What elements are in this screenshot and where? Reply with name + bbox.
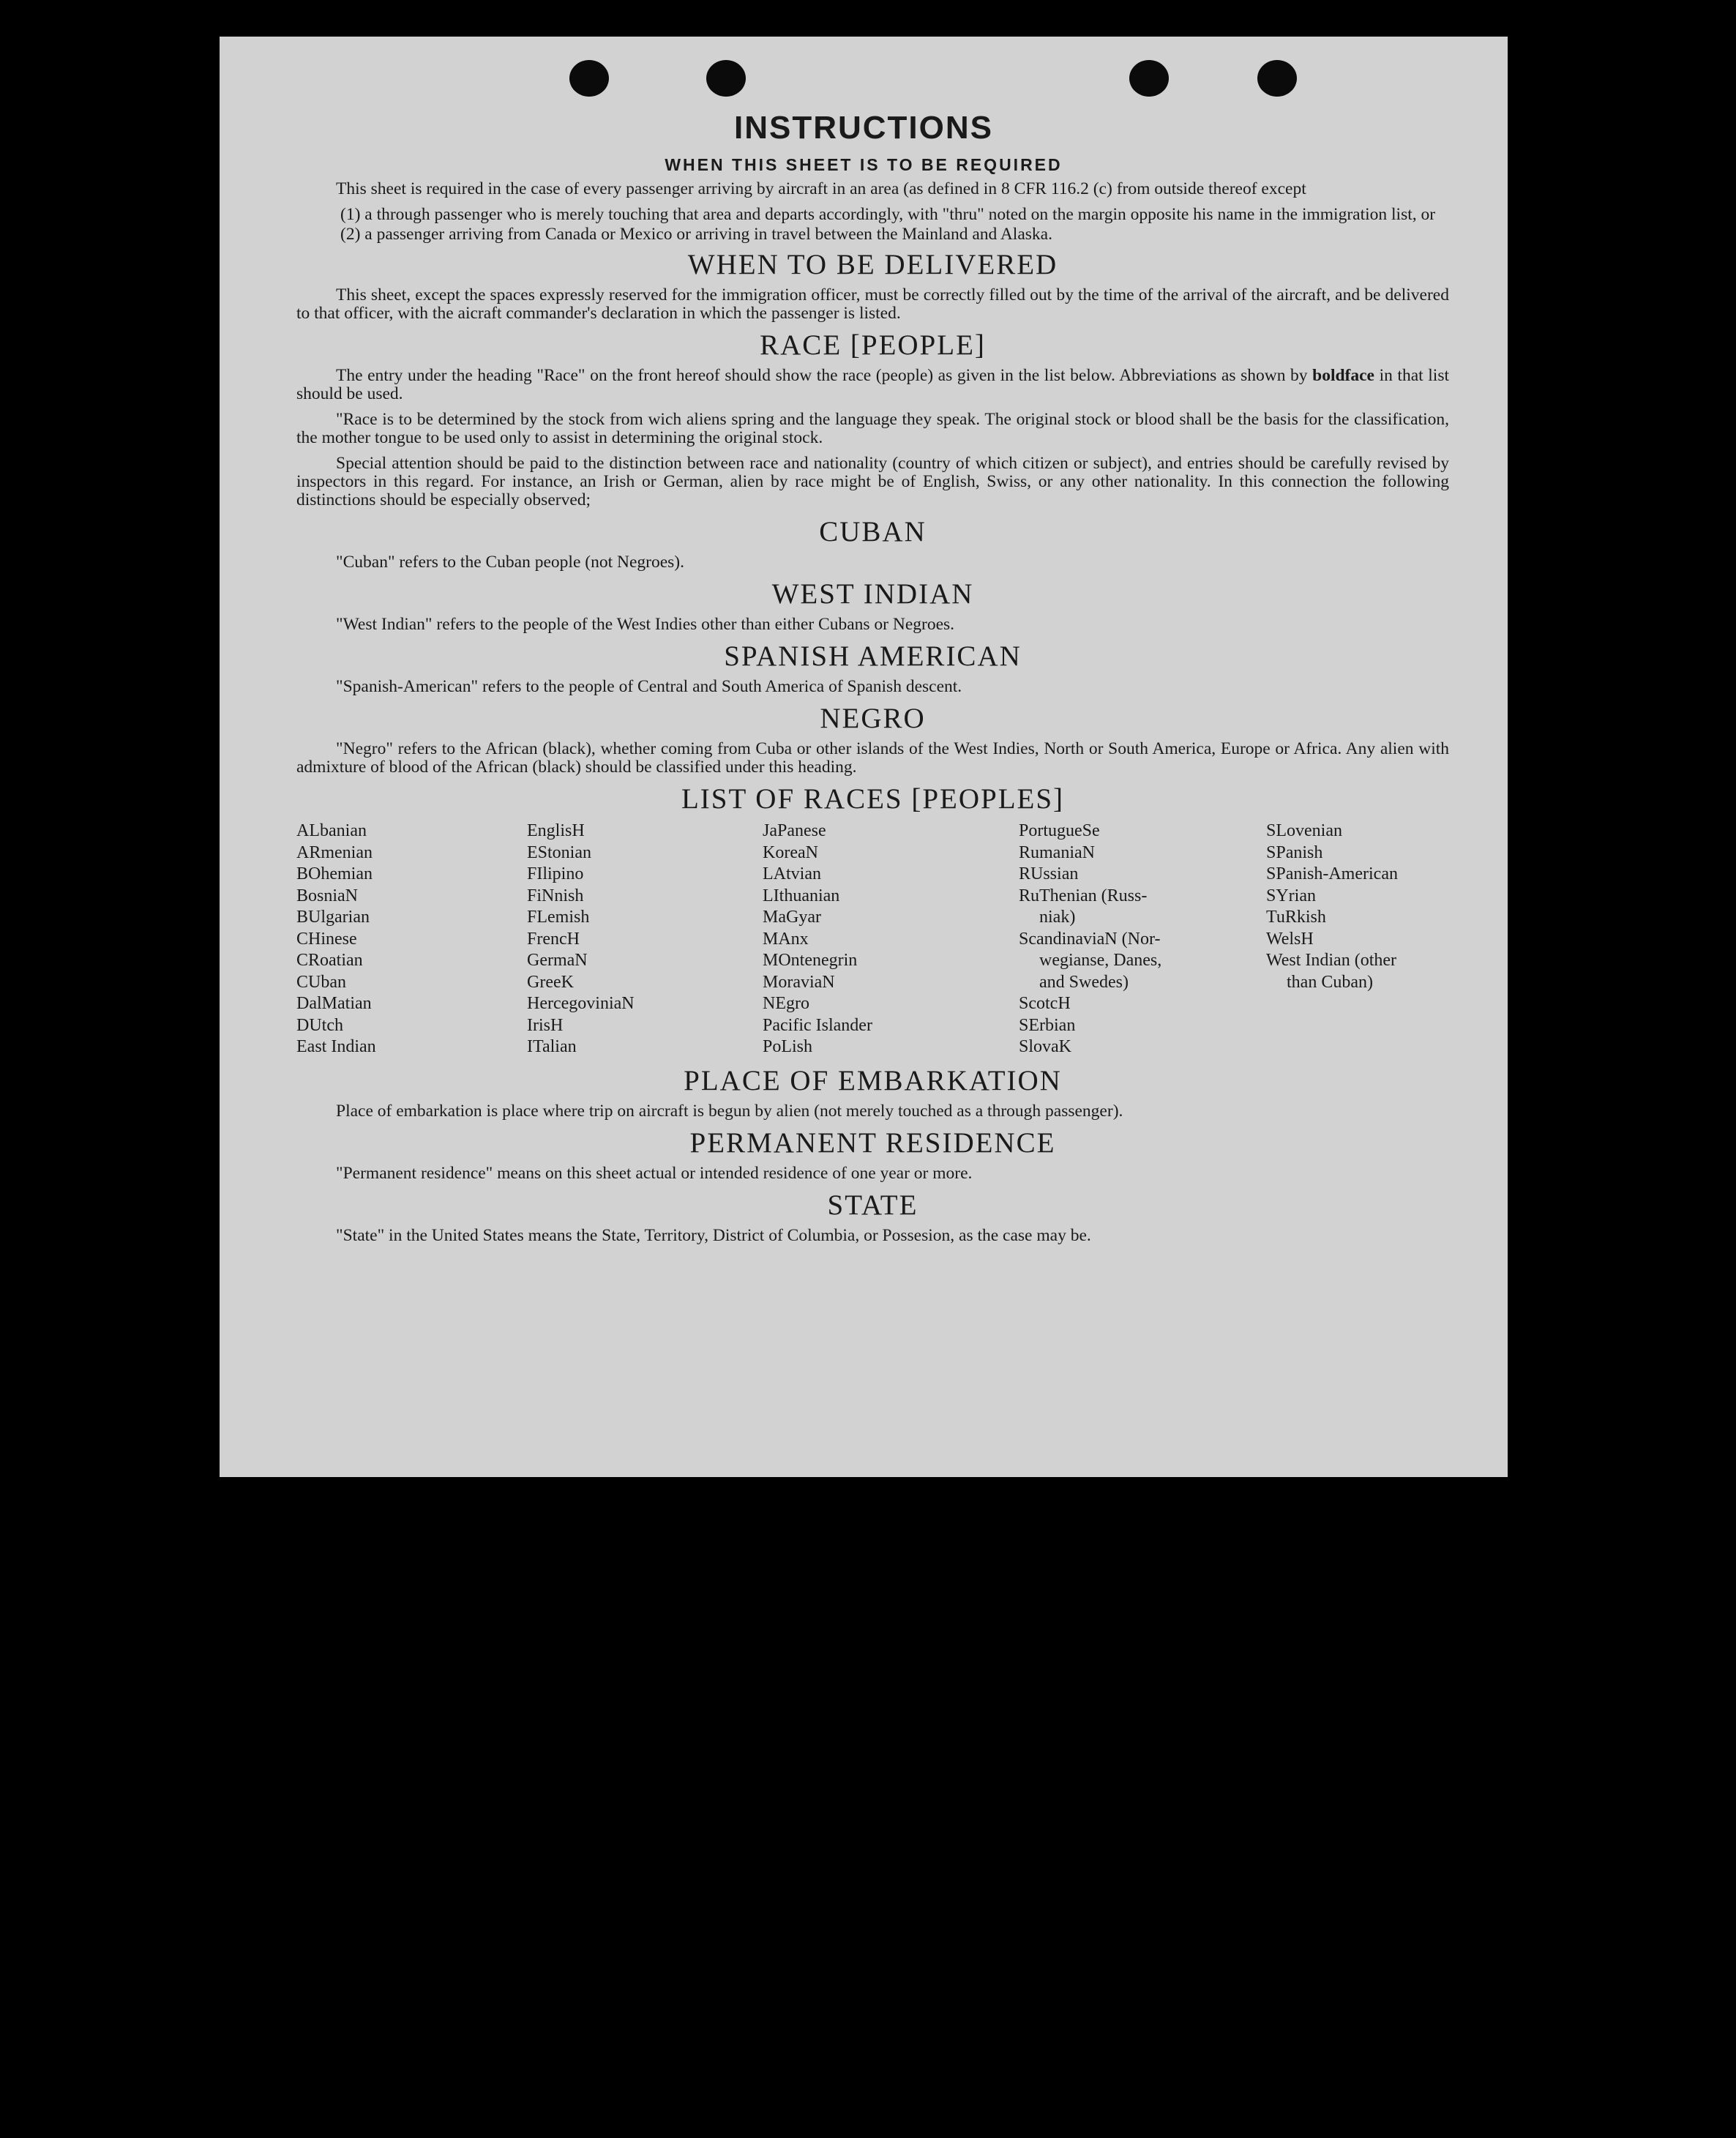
section-text: "Permanent residence" means on this sheet actual or intended residence of one year or more. <box>336 1163 973 1183</box>
page-title: INSTRUCTIONS <box>734 110 993 146</box>
race-item: ScandinaviaN (Nor- <box>1019 929 1161 949</box>
punch-hole <box>1257 60 1297 97</box>
race-item: BOhemian <box>296 864 373 883</box>
race-item: NEgro <box>763 994 809 1013</box>
race-item: GreeK <box>527 972 574 992</box>
race-item: CHinese <box>296 929 357 949</box>
race-item: WelsH <box>1266 929 1314 949</box>
race-item: ALbanian <box>296 821 367 840</box>
race-item: and Swedes) <box>1039 972 1129 992</box>
race-item: SYrian <box>1266 886 1316 905</box>
race-item: EnglisH <box>527 821 585 840</box>
page-subtitle: WHEN THIS SHEET IS TO BE REQUIRED <box>665 155 1063 174</box>
race-item: MOntenegrin <box>763 951 858 970</box>
race-item: MAnx <box>763 929 809 949</box>
race-item: TuRkish <box>1266 908 1326 927</box>
race-item: ITalian <box>527 1037 577 1056</box>
race-item: CRoatian <box>296 951 363 970</box>
section-heading: WEST INDIAN <box>771 578 974 610</box>
races-column <box>763 821 1019 1058</box>
race-item: SLovenian <box>1266 821 1342 840</box>
race-item: SlovaK <box>1019 1037 1071 1056</box>
race-item: ARmenian <box>296 842 373 862</box>
section-heading: STATE <box>827 1189 918 1221</box>
boldface-word: boldface <box>1312 366 1374 385</box>
race-item: West Indian (other <box>1266 951 1397 970</box>
race-item: IrisH <box>527 1015 564 1035</box>
section-text: "Negro" refers to the African (black), whether coming from Cuba or other islands of the West Indies, North or South America, Europe or Africa. Any alien with admixture of blood of the African (black) should be classified under this heading. <box>296 739 1449 777</box>
race-item: ScotcH <box>1019 994 1071 1013</box>
race-item: MaGyar <box>763 908 821 927</box>
section-heading: RACE [PEOPLE] <box>760 329 986 361</box>
race-item: MoraviaN <box>763 972 835 992</box>
race-item: DUtch <box>296 1015 343 1035</box>
race-item: BUlgarian <box>296 908 370 927</box>
race-item: SErbian <box>1019 1015 1076 1035</box>
race-item: CUban <box>296 972 346 992</box>
section-heading: LIST OF RACES [PEOPLES] <box>681 783 1065 815</box>
race-item: LAtvian <box>763 864 821 883</box>
race-item: RumaniaN <box>1019 842 1095 862</box>
section-heading: WHEN TO BE DELIVERED <box>687 249 1058 280</box>
punch-hole <box>1129 60 1169 97</box>
race-item: SPanish <box>1266 842 1323 862</box>
section-heading: NEGRO <box>820 703 926 734</box>
race-item: East Indian <box>296 1037 376 1056</box>
section-heading: CUBAN <box>819 516 927 547</box>
section-text: "Race is to be determined by the stock from wich aliens spring and the language they speak. The original stock or blood shall be the basis for the classification, the mother tongue to be used only to assist in determining the original stock. <box>296 410 1449 447</box>
race-item: EStonian <box>527 842 591 862</box>
punch-hole <box>569 60 609 97</box>
race-item: FiNnish <box>527 886 584 905</box>
section-heading: PLACE OF EMBARKATION <box>684 1064 1062 1096</box>
race-item: FLemish <box>527 908 590 927</box>
race-item: BosniaN <box>296 886 358 905</box>
section-text: This sheet, except the spaces expressly reserved for the immigration officer, must be correctly filled out by the time of the arrival of the aircraft, and be delivered to that officer, with the aicraft commander's declaration in which the passenger is listed. <box>296 285 1449 323</box>
section-text: "Spanish-American" refers to the people of Central and South America of Spanish descent. <box>336 677 962 696</box>
section-text: "State" in the United States means the State, Territory, District of Columbia, or Possesion, as the case may be. <box>336 1225 1091 1245</box>
exception-item: (2) a passenger arriving from Canada or Mexico or arriving in travel between the Mainland and Alaska. <box>340 225 1052 244</box>
race-item: RuThenian (Russ- <box>1019 886 1148 905</box>
race-item: FIlipino <box>527 864 584 883</box>
instruction-sheet <box>220 37 1508 1477</box>
race-item: FrencH <box>527 929 580 949</box>
races-column <box>1266 821 1456 1058</box>
section-text: The entry under the heading "Race" on the front hereof should show the race (people) as given in the list below. Abbreviations as shown by boldface in that list should be used. <box>296 366 1449 403</box>
section-heading: SPANISH AMERICAN <box>724 640 1022 672</box>
race-item: HercegoviniaN <box>527 994 635 1013</box>
races-column <box>296 821 527 1058</box>
race-item: RUssian <box>1019 864 1079 883</box>
race-item: DalMatian <box>296 994 372 1013</box>
section-text: "Cuban" refers to the Cuban people (not Negroes). <box>336 553 684 572</box>
races-list <box>296 821 1449 1058</box>
exception-item: (1) a through passenger who is merely touching that area and departs accordingly, with "thru" noted on the margin opposite his name in the immigration list, or <box>340 205 1436 224</box>
race-item: LIthuanian <box>763 886 840 905</box>
race-item: PortugueSe <box>1019 821 1100 840</box>
race-item: JaPanese <box>763 821 826 840</box>
intro-paragraph: This sheet is required in the case of every passenger arriving by aircraft in an area (as defined in 8 CFR 116.2 (c) from outside thereof except <box>336 179 1306 198</box>
race-item: PoLish <box>763 1037 813 1056</box>
race-item: Pacific Islander <box>763 1015 872 1035</box>
race-item: GermaN <box>527 951 588 970</box>
section-text: Special attention should be paid to the distinction between race and nationality (country of which citizen or subject), and entries should be carefully revised by inspectors in this regard. For instance, an Irish or German, alien by race might be of English, Swiss, or any other nationality. In this connection the following distinctions should be especially observed; <box>296 454 1449 509</box>
section-text: Place of embarkation is place where trip on aircraft is begun by alien (not merely touched as a through passenger). <box>336 1101 1123 1121</box>
races-column <box>1019 821 1266 1058</box>
document-body <box>296 180 1449 1252</box>
section-text: "West Indian" refers to the people of the West Indies other than either Cubans or Negroes. <box>336 615 955 634</box>
race-item: wegianse, Danes, <box>1039 951 1162 970</box>
section-heading: PERMANENT RESIDENCE <box>689 1126 1056 1159</box>
race-item: than Cuban) <box>1287 972 1373 992</box>
race-item: niak) <box>1039 908 1076 927</box>
race-item: KoreaN <box>763 842 818 862</box>
races-column <box>527 821 763 1058</box>
race-item: SPanish-American <box>1266 864 1398 883</box>
punch-hole <box>706 60 746 97</box>
